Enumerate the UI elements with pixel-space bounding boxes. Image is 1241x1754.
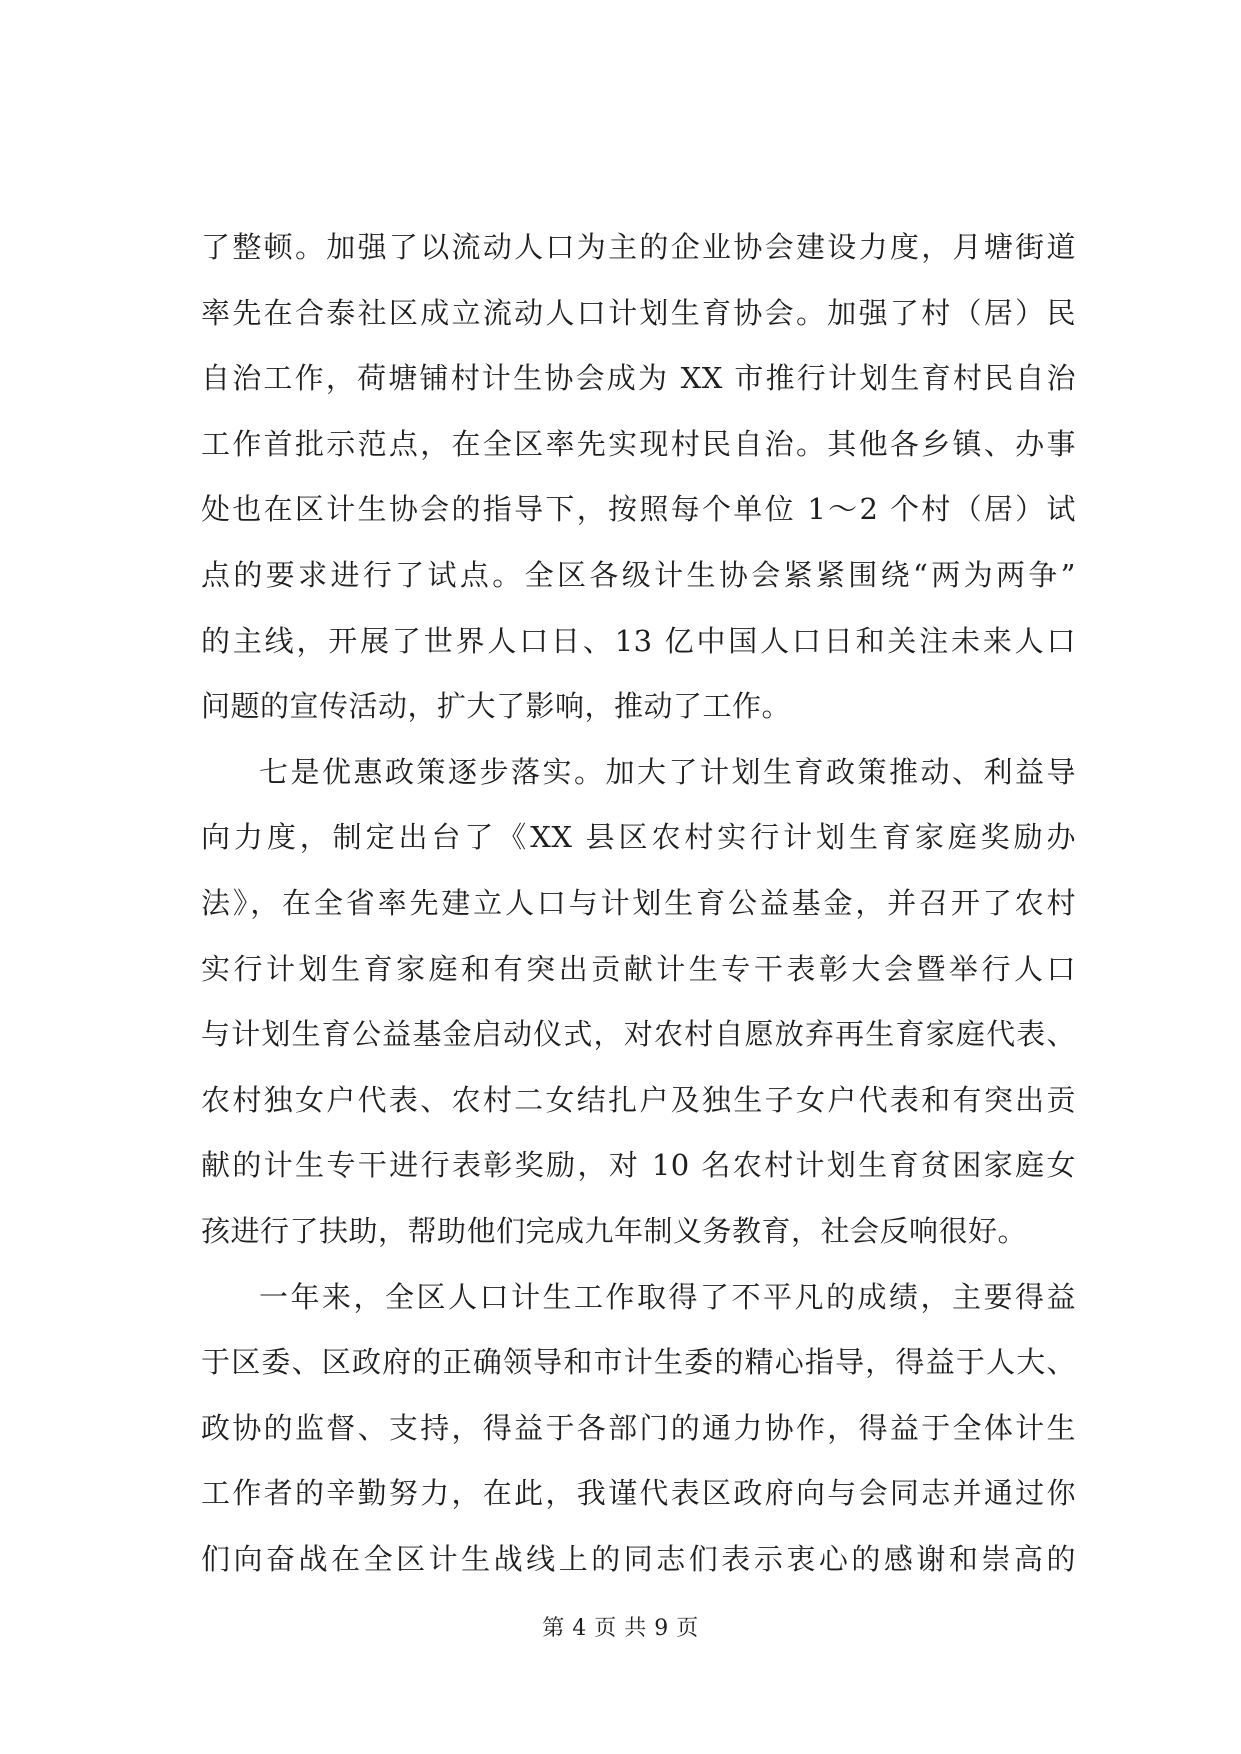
text-line: 们向奋战在全区计生战线上的同志们表示衷心的感谢和崇高的 bbox=[201, 1541, 1076, 1576]
text-line: 一年来，全区人口计生工作取得了不平凡的成绩，主要得益 bbox=[259, 1279, 1076, 1314]
text-line: 点的要求进行了试点。全区各级计生协会紧紧围绕“两为两争” bbox=[201, 557, 1076, 592]
text-line: 向力度，制定出台了《XX 县区农村实行计划生育家庭奖励办 bbox=[201, 820, 1076, 855]
text-line: 工作者的辛勤努力，在此，我谨代表区政府向与会同志并通过你 bbox=[201, 1476, 1076, 1511]
text-line: 自治工作，荷塘铺村计生协会成为 XX 市推行计划生育村民自治 bbox=[201, 361, 1076, 396]
text-line: 于区委、区政府的正确领导和市计生委的精心指导，得益于人大、 bbox=[201, 1345, 1076, 1380]
text-line: 献的计生专干进行表彰奖励，对 10 名农村计划生育贫困家庭女 bbox=[201, 1148, 1076, 1183]
text-line: 率先在合泰社区成立流动人口计划生育协会。加强了村（居）民 bbox=[201, 295, 1076, 330]
text-line: 法》，在全省率先建立人口与计划生育公益基金，并召开了农村 bbox=[201, 885, 1076, 920]
text-line: 农村独女户代表、农村二女结扎户及独生子女户代表和有突出贡 bbox=[201, 1082, 1076, 1117]
text-line: 工作首批示范点，在全区率先实现村民自治。其他各乡镇、办事 bbox=[201, 426, 1076, 461]
text-line: 与计划生育公益基金启动仪式，对农村自愿放弃再生育家庭代表、 bbox=[201, 1017, 1076, 1052]
page-number-footer: 第 4 页 共 9 页 bbox=[542, 1616, 699, 1641]
body-text bbox=[201, 229, 1076, 1606]
text-line: 政协的监督、支持，得益于各部门的通力协作，得益于全体计生 bbox=[201, 1410, 1076, 1445]
text-line: 七是优惠政策逐步落实。加大了计划生育政策推动、利益导 bbox=[259, 754, 1076, 789]
text-line: 实行计划生育家庭和有突出贡献计生专干表彰大会暨举行人口 bbox=[201, 951, 1076, 986]
text-line: 问题的宣传活动，扩大了影响，推动了工作。 bbox=[201, 689, 792, 724]
text-line: 处也在区计生协会的指导下，按照每个单位 1～2 个村（居）试 bbox=[201, 492, 1076, 527]
text-line: 了整顿。加强了以流动人口为主的企业协会建设力度，月塘街道 bbox=[201, 230, 1076, 264]
text-line: 孩进行了扶助，帮助他们完成九年制义务教育，社会反响很好。 bbox=[201, 1213, 1028, 1248]
text-line: 的主线，开展了世界人口日、13 亿中国人口日和关注未来人口 bbox=[201, 623, 1076, 658]
